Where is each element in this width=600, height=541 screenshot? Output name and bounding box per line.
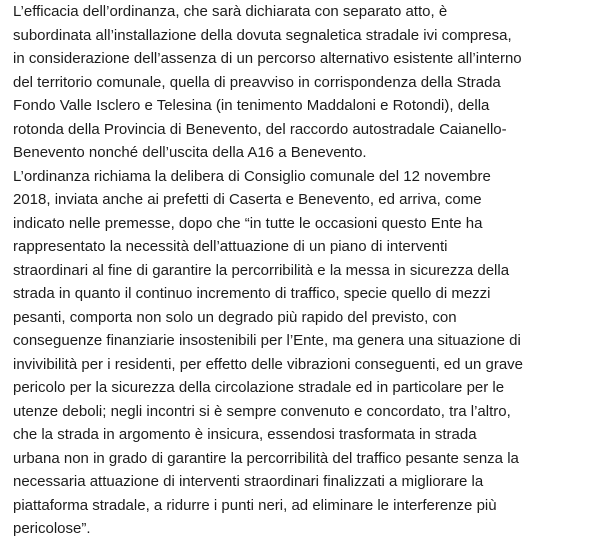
paragraph-council-resolution: [13, 165, 598, 541]
text-line: Fondo Valle Isclero e Telesina (in tenimento Maddaloni e Rotondi), della: [13, 97, 490, 114]
text-line: necessaria attuazione di interventi straordinari finalizzati a migliorare la: [13, 473, 484, 490]
text-line: pesanti, comporta non solo un degrado più rapido del previsto, con: [13, 308, 457, 326]
text-line: in considerazione dell’assenza di un percorso alternativo esistente all’interno: [13, 50, 522, 67]
text-line: urbana non in grado di garantire la percorribilità del traffico pesante senza la: [13, 449, 519, 467]
text-line: L’ordinanza richiama la delibera di Consiglio comunale del 12 novembre: [13, 167, 491, 185]
text-line: rotonda della Provincia di Benevento, del raccordo autostradale Caianello-: [13, 120, 507, 138]
text-line: rappresentato la necessità dell’attuazione di un piano di interventi: [13, 238, 448, 255]
text-line: piattaforma stradale, a ridurre i punti neri, ad eliminare le interferenze più: [13, 496, 497, 514]
text-line: pericolo per la sicurezza della circolazione stradale ed in particolare per le: [13, 379, 505, 396]
paragraph-ordinance-efficacy: [13, 0, 598, 165]
text-line: indicato nelle premesse, dopo che “in tutte le occasioni questo Ente ha: [13, 214, 483, 232]
text-line: Benevento nonché dell’uscita della A16 a Benevento.: [13, 144, 367, 161]
text-line: straordinari al fine di garantire la percorribilità e la messa in sicurezza della: [13, 261, 510, 279]
text-line: L’efficacia dell’ordinanza, che sarà dichiarata con separato atto, è: [13, 3, 448, 20]
text-line: che la strada in argomento è insicura, essendosi trasformata in strada: [13, 426, 477, 443]
text-line: conseguenze finanziarie insostenibili per l’Ente, ma genera una situazione di: [13, 332, 521, 349]
article-text: [13, 0, 598, 541]
text-line: subordinata all’installazione della dovuta segnaletica stradale ivi compresa,: [13, 26, 512, 44]
text-line: utenze deboli; negli incontri si è sempre convenuto e concordato, tra l’altro,: [13, 402, 511, 420]
text-line: pericolose”.: [13, 520, 91, 537]
text-line: 2018, inviata anche ai prefetti di Caserta e Benevento, ed arriva, come: [13, 191, 482, 208]
text-line: del territorio comunale, quella di preavviso in corrispondenza della Strada: [13, 73, 501, 91]
text-line: strada in quanto il continuo incremento di traffico, specie quello di mezzi: [13, 285, 491, 302]
text-line: invivibilità per i residenti, per effetto delle vibrazioni conseguenti, ed un grave: [13, 355, 524, 373]
